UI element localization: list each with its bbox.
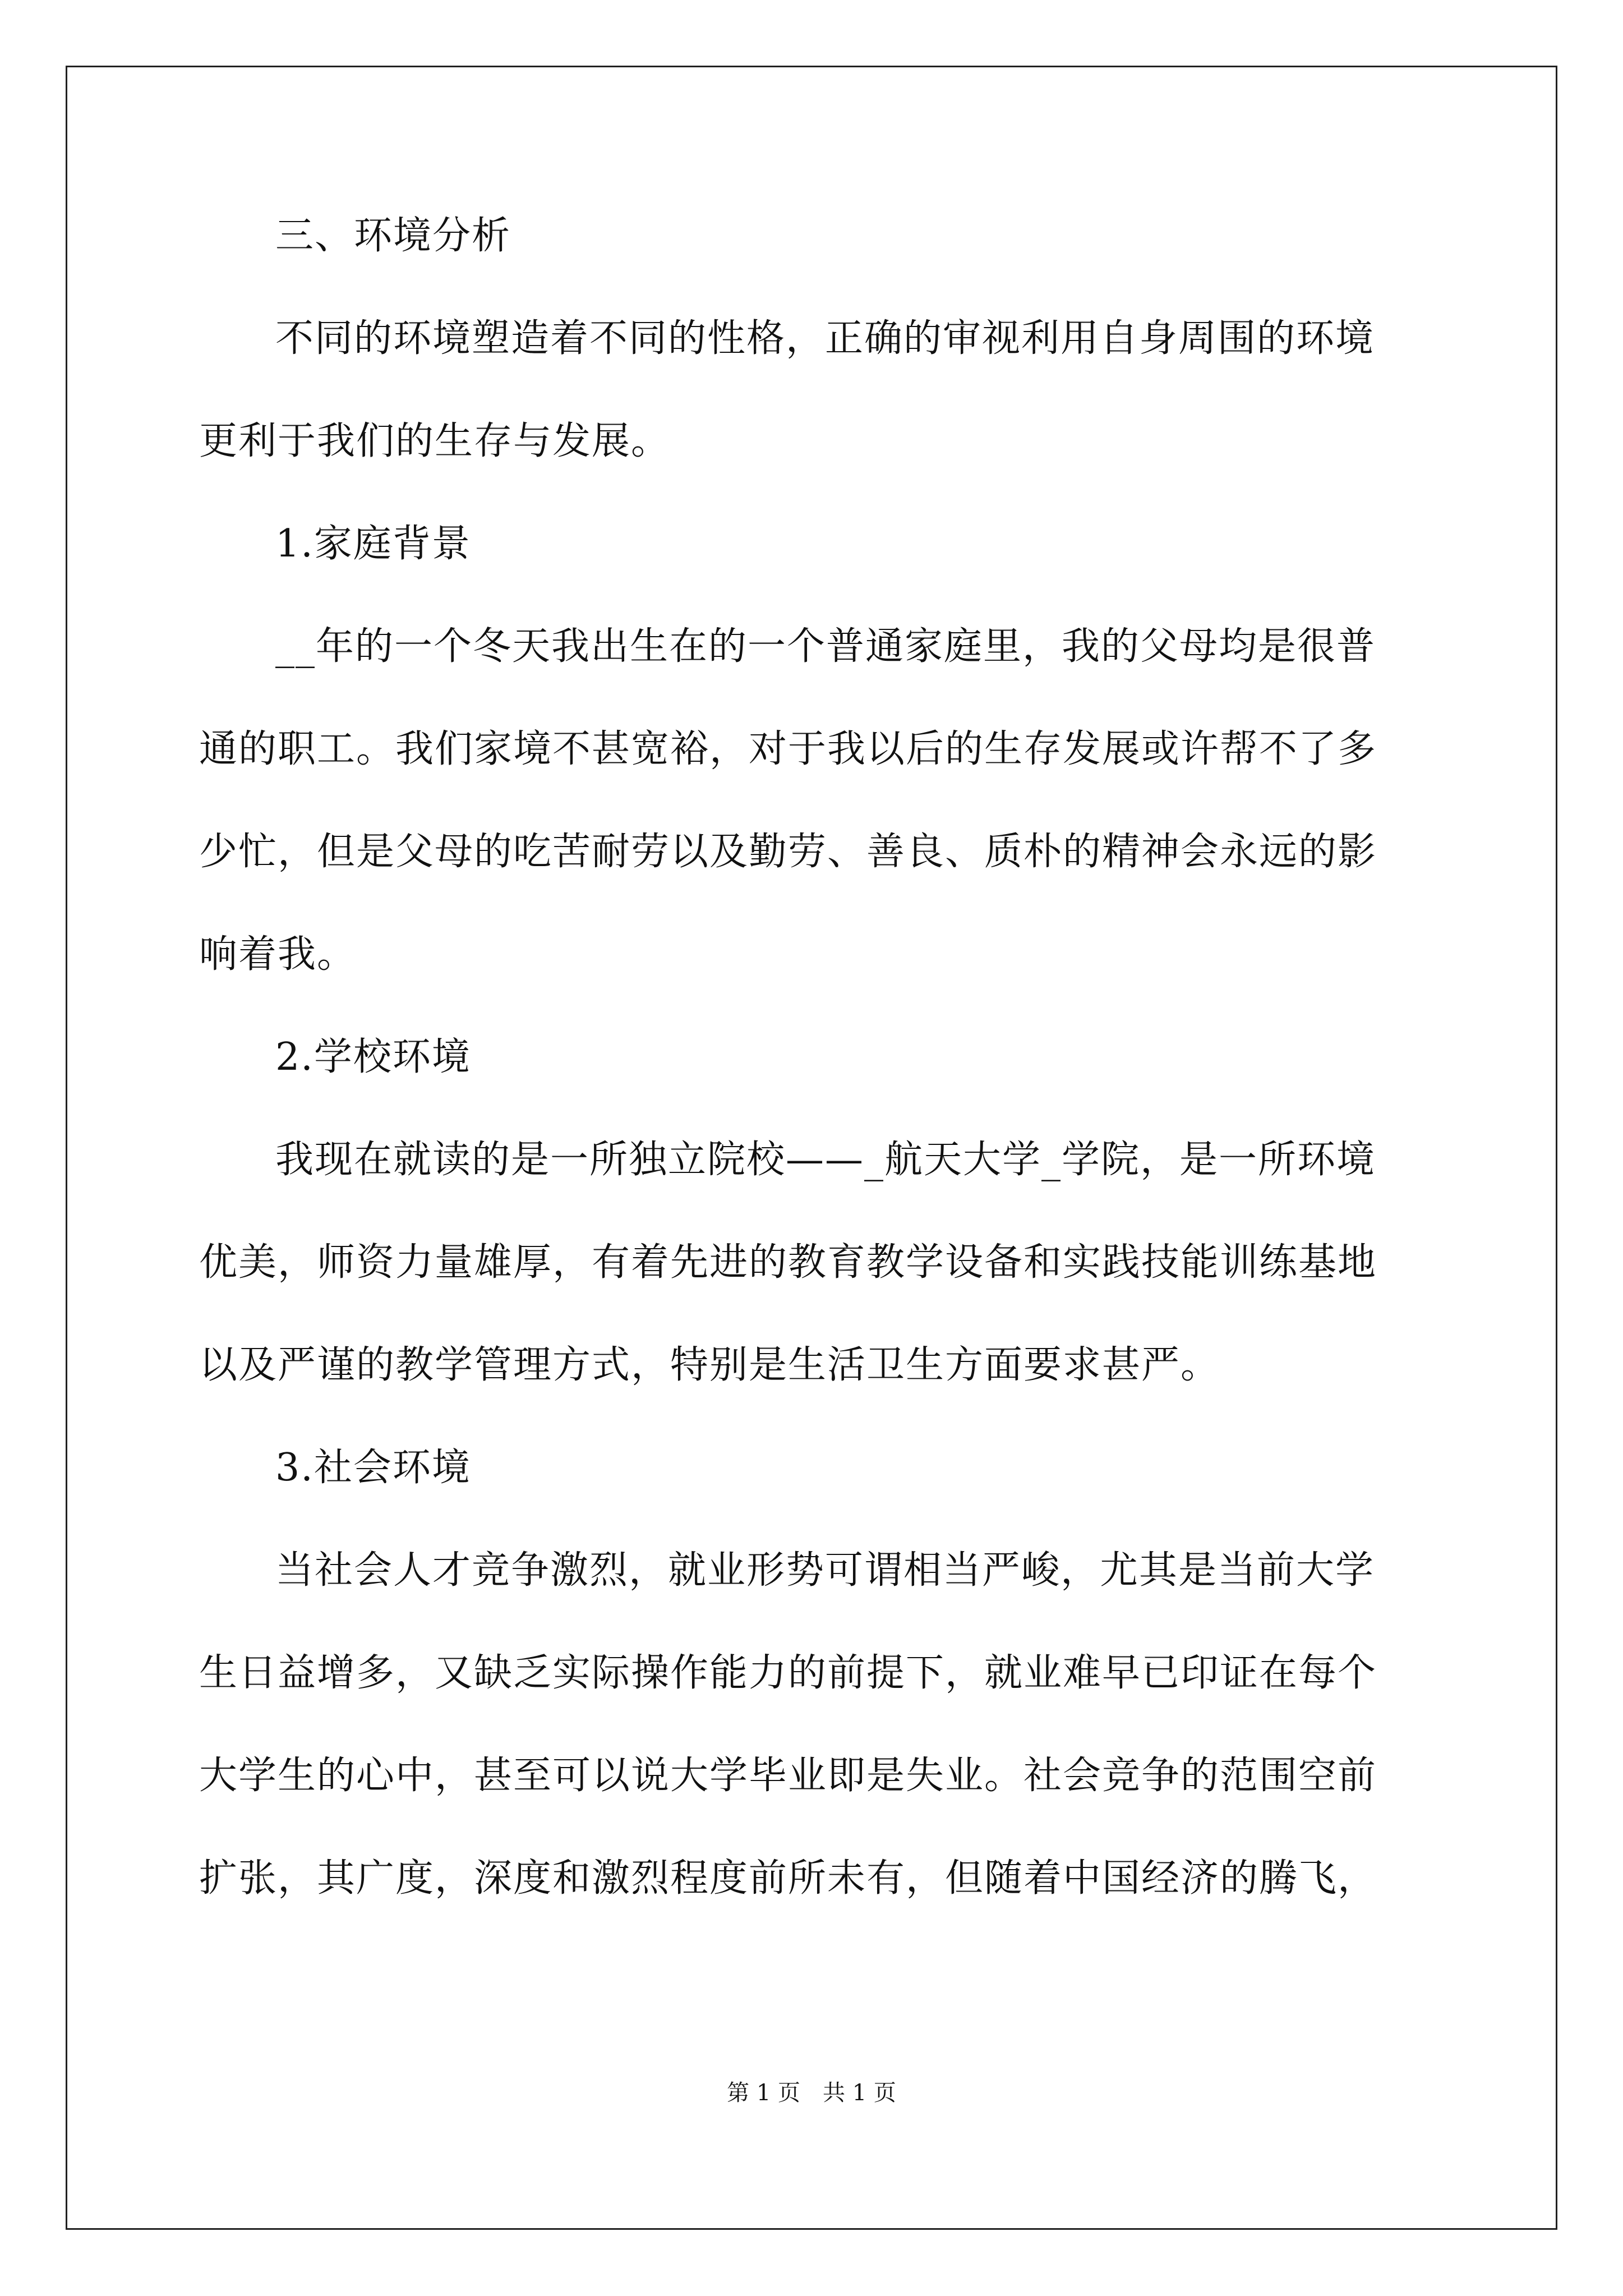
- paragraph-line: 扩张，其广度，深度和激烈程度前所未有，但随着中国经济的腾飞，: [199, 1856, 1377, 1901]
- paragraph-line: 更利于我们的生存与发展。: [199, 419, 671, 463]
- paragraph-line: 响着我。: [199, 932, 357, 977]
- paragraph-line: 优美，师资力量雄厚，有着先进的教育教学设备和实践技能训练基地: [199, 1240, 1377, 1285]
- section-heading-environment-analysis: 三、环境分析: [275, 214, 511, 258]
- paragraph-line: 以及严谨的教学管理方式，特别是生活卫生方面要求甚严。: [199, 1343, 1220, 1387]
- paragraph-line: 少忙，但是父母的吃苦耐劳以及勤劳、善良、质朴的精神会永远的影: [199, 830, 1377, 874]
- page-footer: 第 1 页 共 1 页: [727, 2080, 896, 2106]
- subheading-school-environment: 2.学校环境: [275, 1035, 471, 1079]
- paragraph-line: __年的一个冬天我出生在的一个普通家庭里，我的父母均是很普: [275, 624, 1376, 669]
- paragraph-line: 大学生的心中，甚至可以说大学毕业即是失业。社会竞争的范围空前: [199, 1754, 1377, 1798]
- paragraph-line: 当社会人才竞争激烈，就业形势可谓相当严峻，尤其是当前大学: [275, 1548, 1375, 1593]
- paragraph-line: 生日益增多，又缺乏实际操作能力的前提下，就业难早已印证在每个: [199, 1651, 1377, 1695]
- paragraph-line: 我现在就读的是一所独立院校——_航天大学_学院，是一所环境: [275, 1138, 1376, 1182]
- subheading-family-background: 1.家庭背景: [275, 522, 471, 566]
- subheading-social-environment: 3.社会环境: [275, 1446, 471, 1490]
- paragraph-line: 不同的环境塑造着不同的性格，正确的审视利用自身周围的环境: [275, 316, 1375, 361]
- document-body: [199, 211, 1433, 1904]
- paragraph-line: 通的职工。我们家境不甚宽裕，对于我以后的生存发展或许帮不了多: [199, 727, 1377, 771]
